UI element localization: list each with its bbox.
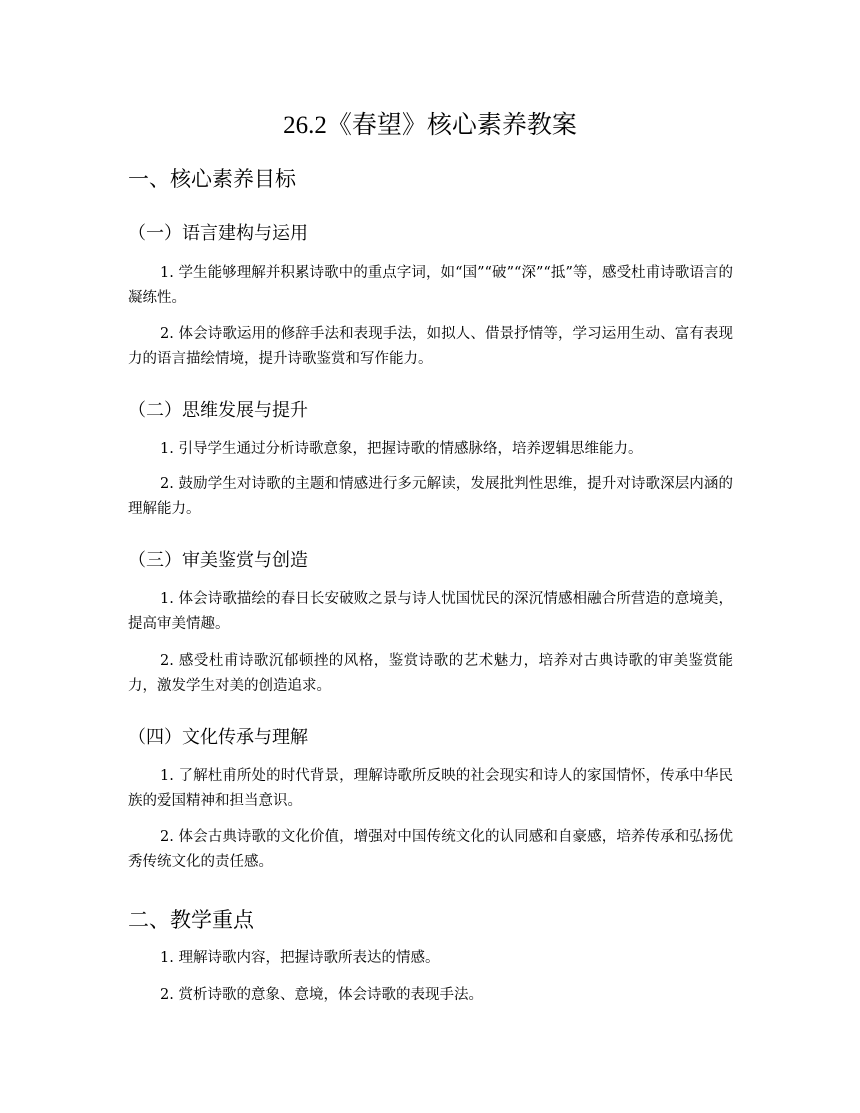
paragraph: 1. 理解诗歌内容，把握诗歌所表达的情感。 [160, 950, 440, 966]
paragraph: 1. 了解杜甫所处的时代背景，理解诗歌所反映的社会现实和诗人的家国情怀，传承中华民族的爱国精神和担当意识。 [128, 768, 733, 809]
subsection-heading-culture: （四）文化传承与理解 [128, 727, 308, 748]
subsection-heading-aesthetics: （三）审美鉴赏与创造 [128, 550, 308, 571]
paragraph: 2. 体会诗歌运用的修辞手法和表现手法，如拟人、借景抒情等，学习运用生动、富有表现力的语言描绘情境，提升诗歌鉴赏和写作能力。 [128, 326, 733, 367]
subsection-heading-language: （一）语言建构与运用 [128, 223, 308, 244]
paragraph: 2. 赏析诗歌的意象、意境，体会诗歌的表现手法。 [160, 987, 483, 1003]
paragraph: 2. 体会古典诗歌的文化价值，增强对中国传统文化的认同感和自豪感，培养传承和弘扬优秀传统文化的责任感。 [128, 829, 733, 870]
subsection-heading-thinking: （二）思维发展与提升 [128, 400, 308, 421]
section-heading-core-goals: 一、核心素养目标 [128, 167, 296, 191]
paragraph: 2. 感受杜甫诗歌沉郁顿挫的风格，鉴赏诗歌的艺术魅力，培养对古典诗歌的审美鉴赏能力，激发学生对美的创造追求。 [128, 653, 733, 694]
paragraph: 1. 学生能够理解并积累诗歌中的重点字词，如“国”“破”“深”“抵”等，感受杜甫诗歌语言的凝练性。 [128, 265, 733, 306]
document-title: 26.2《春望》核心素养教案 [283, 112, 577, 139]
paragraph: 1. 引导学生通过分析诗歌意象，把握诗歌的情感脉络，培养逻辑思维能力。 [160, 441, 643, 457]
paragraph: 1. 体会诗歌描绘的春日长安破败之景与诗人忧国忧民的深沉情感相融合所营造的意境美，提高审美情趣。 [128, 591, 733, 632]
section-heading-teaching-focus: 二、教学重点 [128, 908, 254, 932]
paragraph: 2. 鼓励学生对诗歌的主题和情感进行多元解读，发展批判性思维，提升对诗歌深层内涵的理解能力。 [128, 476, 733, 517]
